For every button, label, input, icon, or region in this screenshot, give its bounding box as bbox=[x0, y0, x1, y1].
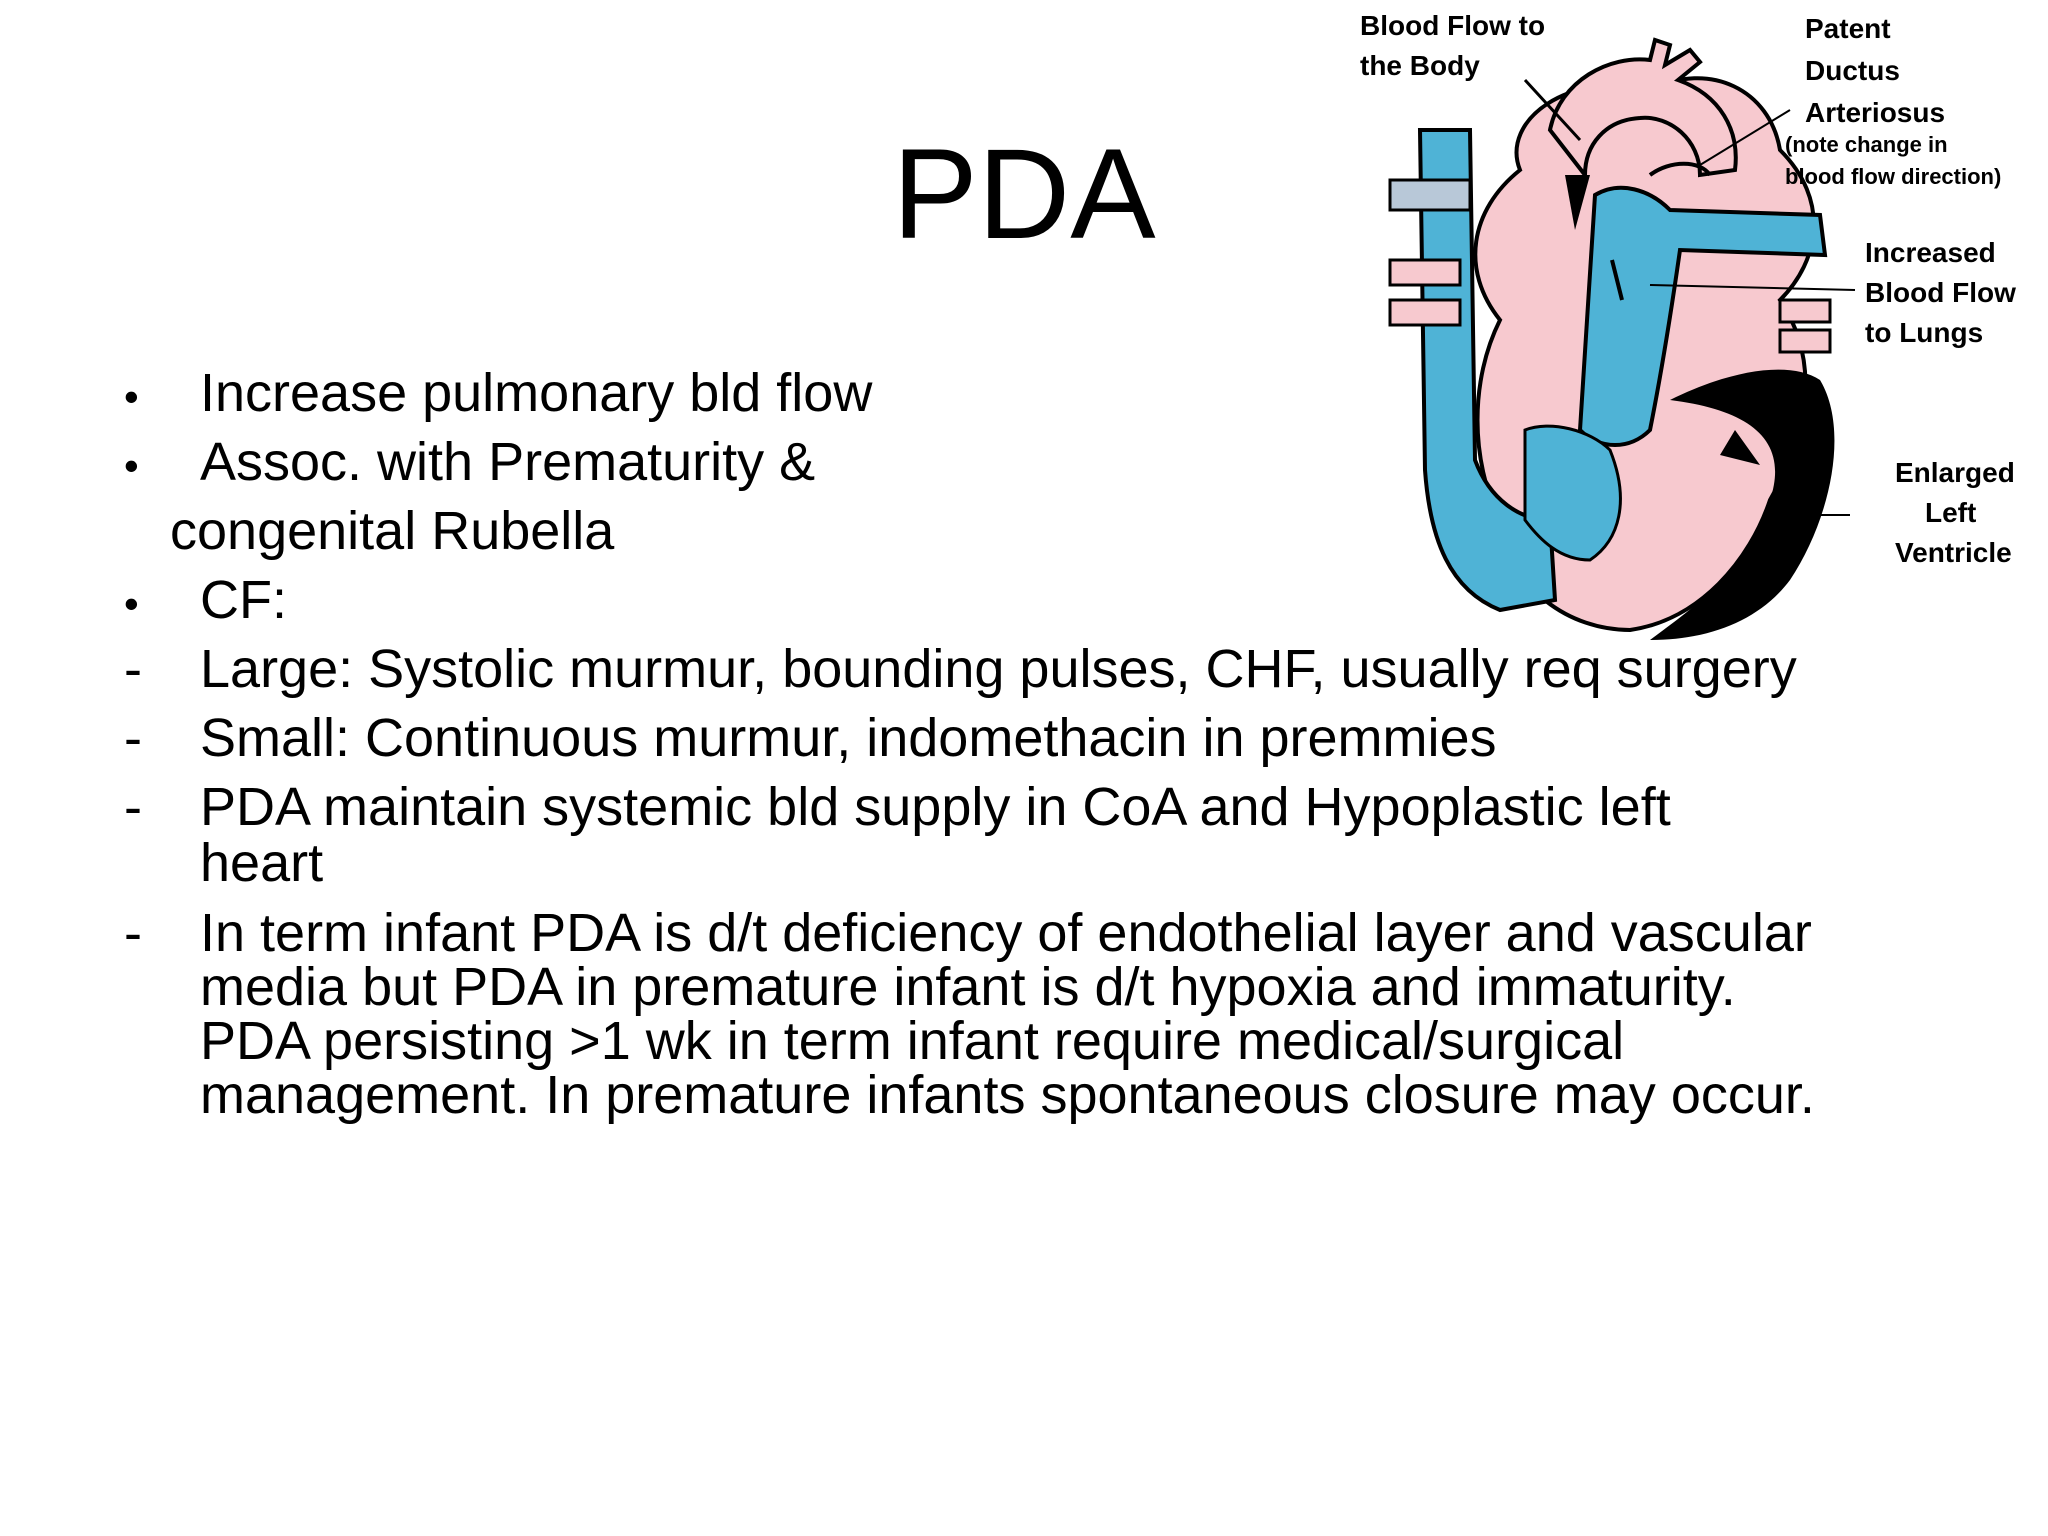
label-blood-flow-body: Blood Flow to bbox=[1360, 10, 1546, 41]
label-pda: Arteriosus bbox=[1805, 97, 1946, 128]
dash-marker: - bbox=[124, 903, 142, 963]
bullet-text: Increase pulmonary bld flow bbox=[200, 363, 873, 423]
pulmonary-vein bbox=[1780, 330, 1830, 352]
label-pda: Ductus bbox=[1805, 55, 1900, 86]
pulmonary-vein bbox=[1780, 300, 1830, 322]
label-blood-flow-body: the Body bbox=[1360, 50, 1480, 81]
pulmonary-vein bbox=[1390, 180, 1470, 210]
bullet-text-line: media but PDA in premature infant is d/t hypoxia and immaturity. bbox=[200, 957, 1736, 1017]
bullet-text: congenital Rubella bbox=[170, 501, 615, 561]
dash-marker: - bbox=[124, 708, 142, 768]
label-lv: Left bbox=[1925, 497, 1977, 528]
heart-diagram-svg bbox=[1350, 0, 2048, 640]
bullet-text: Small: Continuous murmur, indomethacin in premmies bbox=[200, 708, 1497, 768]
dash-marker: - bbox=[124, 639, 142, 699]
bullet-text: CF: bbox=[200, 570, 287, 630]
pulmonary-vein bbox=[1390, 260, 1460, 285]
bullet-text-line: heart bbox=[200, 833, 324, 893]
label-lungs: Blood Flow bbox=[1865, 277, 2016, 308]
label-pda-note: (note change in bbox=[1785, 132, 1948, 157]
label-lungs: Increased bbox=[1865, 237, 1996, 268]
label-lungs: to Lungs bbox=[1865, 317, 1984, 348]
pda-heart-diagram bbox=[1350, 0, 2048, 640]
bullet-text-line: In term infant PDA is d/t deficiency of endothelial layer and vascular bbox=[200, 903, 1812, 963]
bullet-marker: • bbox=[124, 580, 139, 627]
dash-marker: - bbox=[124, 777, 142, 837]
label-lv: Enlarged bbox=[1895, 457, 2015, 488]
label-pda: Patent bbox=[1805, 13, 1891, 44]
label-pda-note: blood flow direction) bbox=[1785, 164, 2002, 189]
label-lv: Ventricle bbox=[1895, 537, 2012, 568]
pulmonary-vein bbox=[1390, 300, 1460, 325]
bullet-text-line: PDA persisting >1 wk in term infant require medical/surgical bbox=[200, 1011, 1625, 1071]
bullet-text-line: PDA maintain systemic bld supply in CoA and Hypoplastic left bbox=[200, 777, 1671, 837]
bullet-marker: • bbox=[124, 442, 139, 489]
bullet-marker: • bbox=[124, 373, 139, 420]
bullet-text: Assoc. with Prematurity & bbox=[200, 432, 816, 492]
bullet-text-line: management. In premature infants spontaneous closure may occur. bbox=[200, 1065, 1815, 1125]
slide-title: PDA bbox=[892, 123, 1156, 266]
bullet-text: Large: Systolic murmur, bounding pulses, CHF, usually req surgery bbox=[200, 639, 1797, 699]
